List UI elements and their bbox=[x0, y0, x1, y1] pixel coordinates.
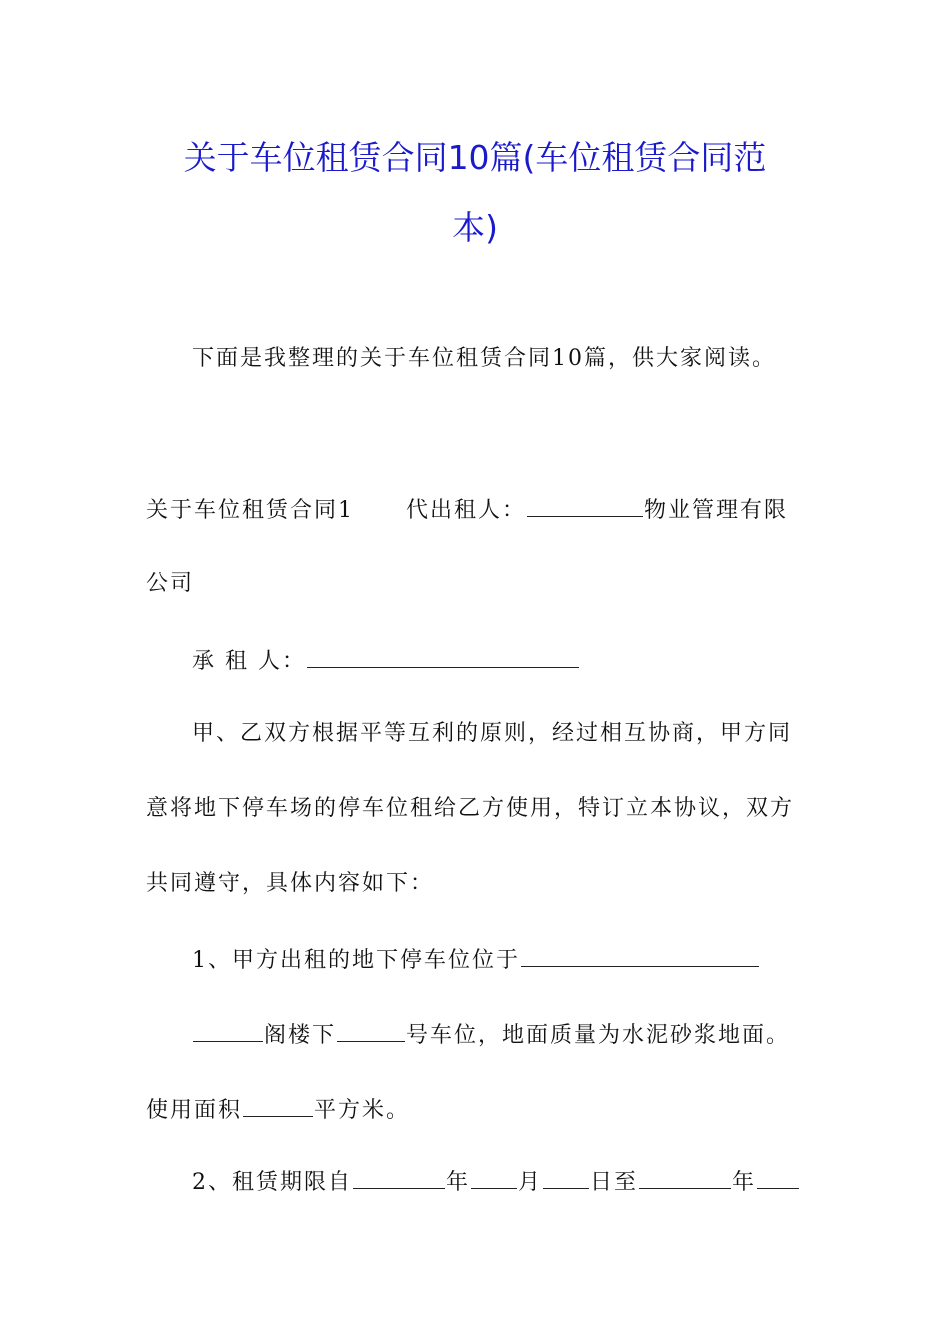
item2-start-month-blank bbox=[471, 1166, 517, 1189]
lessor-suffix-line bbox=[146, 569, 194, 599]
item2-day-label: 日至 bbox=[590, 1170, 639, 1195]
document-title-line-1: 关于车位租赁合同10篇(车位租赁合同范 bbox=[183, 138, 767, 177]
item1-text-1: 1、甲方出租的地下停车位位于 bbox=[192, 948, 520, 973]
intro-text: 下面是我整理的关于车位租赁合同10篇，供大家阅读。 bbox=[192, 346, 776, 371]
item2-month-label: 月 bbox=[518, 1170, 543, 1195]
document-title-line-2: 本) bbox=[452, 208, 498, 247]
item1-text-2a: 阁楼下 bbox=[264, 1023, 337, 1048]
lessor-name-blank bbox=[527, 494, 643, 517]
section1-heading-line bbox=[146, 494, 788, 526]
item2-end-month-blank bbox=[757, 1166, 799, 1189]
lessor-suffix-continued: 公司 bbox=[146, 571, 195, 596]
item2-end-year-blank bbox=[639, 1166, 731, 1189]
para1-line-1 bbox=[192, 719, 792, 749]
intro-paragraph bbox=[192, 344, 776, 374]
item2-line-1 bbox=[192, 1166, 800, 1198]
item2-year2-label: 年 bbox=[732, 1170, 757, 1195]
item1-text-3b: 平方米。 bbox=[314, 1098, 411, 1123]
item2-text-a: 2、租赁期限自 bbox=[192, 1170, 352, 1195]
item2-year-label: 年 bbox=[446, 1170, 471, 1195]
item1-location-blank bbox=[521, 944, 759, 967]
para1-line-2 bbox=[146, 794, 794, 824]
lessee-label: 承 租 人： bbox=[192, 649, 306, 674]
item1-area-blank bbox=[243, 1094, 313, 1117]
lessee-name-blank bbox=[307, 645, 579, 668]
item1-line-3 bbox=[146, 1094, 410, 1126]
item2-start-year-blank bbox=[353, 1166, 445, 1189]
para1-line-3 bbox=[146, 869, 434, 899]
item1-building-blank bbox=[193, 1019, 263, 1042]
para1-text-3: 共同遵守，具体内容如下： bbox=[146, 871, 435, 896]
lessee-line bbox=[192, 645, 580, 677]
lessor-label: 代出租人： bbox=[406, 498, 527, 523]
para1-text-2: 意将地下停车场的停车位租给乙方使用，特订立本协议，双方 bbox=[146, 796, 795, 821]
item1-space-number-blank bbox=[337, 1019, 405, 1042]
para1-text-1: 甲、乙双方根据平等互利的原则，经过相互协商，甲方同 bbox=[192, 721, 793, 746]
item1-line-1 bbox=[192, 944, 760, 976]
item1-text-2b: 号车位，地面质量为水泥砂浆地面。 bbox=[406, 1023, 791, 1048]
item2-start-day-blank bbox=[543, 1166, 589, 1189]
lessor-suffix: 物业管理有限 bbox=[644, 498, 789, 523]
section1-heading: 关于车位租赁合同1 bbox=[146, 498, 354, 523]
item1-line-2 bbox=[192, 1019, 790, 1051]
item1-text-3a: 使用面积 bbox=[146, 1098, 243, 1123]
